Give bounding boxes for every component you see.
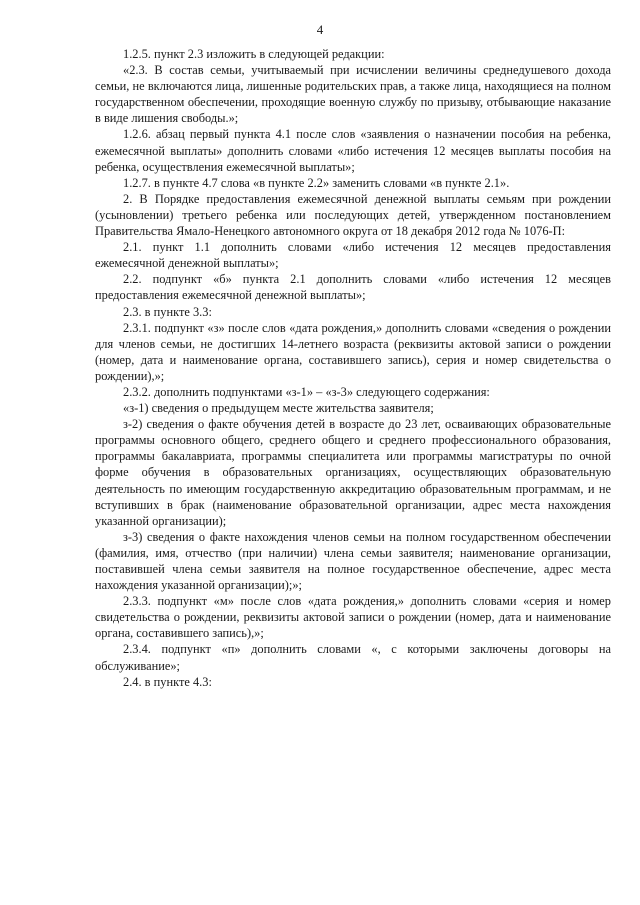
paragraph-1-2-5: 1.2.5. пункт 2.3 изложить в следующей редакции:: [123, 47, 385, 61]
paragraph-2-2: 2.2. подпункт «б» пункта 2.1 дополнить словами «либо истечения 12 месяцев предоставления ежемесячной денежной выплаты»;: [95, 272, 611, 303]
paragraph-2-3-2: 2.3.2. дополнить подпунктами «з-1» – «з-3» следующего содержания:: [123, 384, 490, 399]
paragraph-2-1: 2.1. пункт 1.1 дополнить словами «либо истечения 12 месяцев предоставления ежемесячной денежной выплаты»;: [95, 240, 611, 271]
paragraph-2-3-3: 2.3.3. подпункт «м» после слов «дата рождения,» дополнить словами «серия и номер свидетельства о рождении, реквизиты актовой записи о рождении (номер, дата и наименование органа, составившего запись),»;: [95, 594, 611, 641]
document-body: [95, 46, 611, 690]
paragraph-1-2-6: 1.2.6. абзац первый пункта 4.1 после слов «заявления о назначении пособия на ребенка, ежемесячной выплаты» дополнить словами «либо истечения 12 месяцев выплаты пособия на ребенка, осуществления ежемесячной выплаты»;: [95, 127, 611, 174]
paragraph-z-3: з-3) сведения о факте нахождения членов семьи на полном государственном обеспечении (фамилия, имя, отчество (при наличии) члена семьи заявителя; наименование организации, поставившей члена семьи заявителя на полное государственное обеспечение, адрес места нахождения указанной организации);»;: [95, 529, 611, 593]
paragraph-2-3-1: 2.3.1. подпункт «з» после слов «дата рождения,» дополнить словами «сведения о рождении для членов семьи, не достигших 14-летнего возраста (реквизиты актовой записи о рождении (номер, дата и наименование органа, составившего запись), серия и номер свидетельства о рождении),»;: [95, 320, 611, 383]
paragraph-2-4: 2.4. в пункте 4.3:: [123, 674, 212, 689]
page-number: 4: [316, 22, 324, 37]
paragraph-2: 2. В Порядке предоставления ежемесячной денежной выплаты семьям при рождении (усыновлении) третьего ребенка или последующих детей, утвержденном постановлением Правительства Ямало-Ненецкого автономного округа от 18 декабря 2012 года № 1076-П:: [95, 191, 611, 239]
paragraph-z-1: «з-1) сведения о предыдущем месте жительства заявителя;: [123, 401, 434, 416]
paragraph-2-3-4: 2.3.4. подпункт «п» дополнить словами «, с которыми заключены договоры на обслуживание»;: [95, 642, 611, 673]
paragraph-quote-2-3: «2.3. В состав семьи, учитываемый при исчислении величины среднедушевого дохода семьи, не включаются лица, лишенные родительских прав, а также лица, находящиеся на полном государственном обеспечении, проходящие военную службу по призыву, отбывающие наказание в виде лишения свободы.»;: [95, 63, 611, 126]
paragraph-1-2-7: 1.2.7. в пункте 4.7 слова «в пункте 2.2» заменить словами «в пункте 2.1».: [123, 175, 510, 190]
paragraph-2-3: 2.3. в пункте 3.3:: [123, 304, 212, 319]
paragraph-z-2: з-2) сведения о факте обучения детей в возрасте до 23 лет, осваивающих образовательные программы основного общего, среднего общего и среднего профессионального образования, программы бакалавриата, программы специалитета или программы магистратуры по очной форме обучения в образовательных организациях, осуществляющих образовательную деятельность по имеющим государственную аккредитацию образовательным программам, и не вступивших в брак (наименование образовательной организации, адрес места нахождения указанной организации);: [95, 417, 611, 528]
